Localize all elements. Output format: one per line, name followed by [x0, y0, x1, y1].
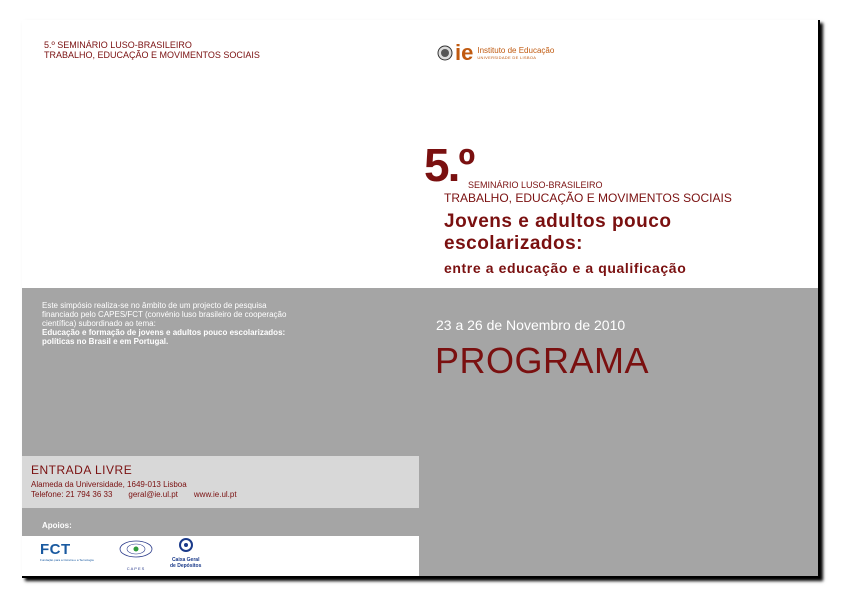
seminar-theme: TRABALHO, EDUCAÇÃO E MOVIMENTOS SOCIAIS — [444, 191, 732, 205]
main-title — [444, 211, 671, 255]
ie-mark-icon: ie — [455, 40, 474, 65]
university-seal-icon — [437, 45, 453, 61]
main-title-line-2: escolarizados: — [444, 233, 583, 254]
brochure-sheet — [22, 20, 820, 578]
capes-logo — [118, 539, 154, 571]
caixa-logo — [170, 538, 201, 569]
fct-name: FCT — [40, 541, 71, 558]
event-date: 23 a 26 de Novembro de 2010 — [436, 317, 626, 333]
address: Alameda da Universidade, 1649-013 Lisboa — [31, 480, 187, 489]
contact-line — [31, 490, 237, 499]
caixa-emblem-icon — [179, 538, 193, 552]
capes-name: CAPES — [126, 566, 146, 571]
simposio-text: Este simpósio realiza-se no âmbito de um projecto de pesquisa financiado pelo CAPES/FCT (convénio luso brasileiro de cooperação científica) subordinado ao tema: — [42, 301, 287, 328]
header-seminar-title — [44, 40, 260, 60]
seminar-label: SEMINÁRIO LUSO-BRASILEIRO — [468, 180, 603, 190]
apoios-label: Apoios: — [42, 521, 72, 530]
logo-subtitle: UNIVERSIDADE DE LISBOA — [477, 55, 537, 60]
header-line-2: TRABALHO, EDUCAÇÃO E MOVIMENTOS SOCIAIS — [44, 50, 260, 60]
main-title-line-1: Jovens e adultos pouco — [444, 211, 672, 232]
programa-heading: PROGRAMA — [435, 340, 650, 381]
capes-emblem-icon — [118, 539, 154, 561]
entrada-title: ENTRADA LIVRE — [31, 463, 133, 477]
main-subtitle: entre a educação e a qualificação — [444, 260, 687, 276]
caixa-line-1: Caixa Geral — [171, 557, 200, 563]
institute-logo — [437, 40, 554, 66]
fct-logo — [40, 541, 94, 562]
logo-name: Instituto de Educação — [477, 46, 555, 55]
caixa-line-2: de Depósitos — [170, 563, 202, 569]
simposio-theme: Educação e formação de jovens e adultos pouco escolarizados: políticas no Brasil e em Portugal. — [42, 328, 286, 346]
header-line-1: 5.º SEMINÁRIO LUSO-BRASILEIRO — [44, 40, 192, 50]
simposio-description — [42, 301, 292, 346]
fct-subtitle: Fundação para a Ciência e a Tecnologia — [40, 558, 94, 562]
website-link[interactable]: www.ie.ul.pt — [193, 490, 237, 499]
email-link[interactable]: geral@ie.ul.pt — [128, 490, 178, 499]
phone: Telefone: 21 794 36 33 — [31, 490, 113, 499]
seminar-number: 5.º — [424, 139, 474, 191]
